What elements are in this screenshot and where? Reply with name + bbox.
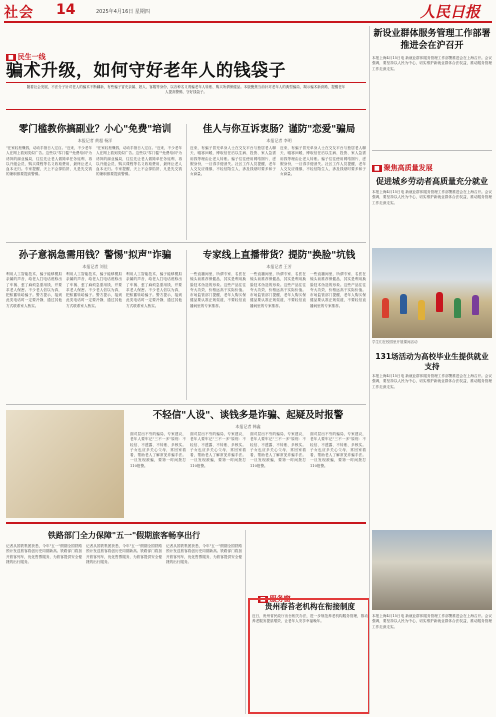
news-photo [372, 248, 492, 338]
row-divider [6, 242, 366, 243]
article-title: 铁路部门全力保障"五一"假期旅客畅享出行 [47, 531, 201, 540]
column-divider [369, 26, 370, 714]
right-sub-body: 本报上海4月15日电 新就业群体服务管理工作部署推进会在上海召开。会议强调，要坚持以人民为中心，切实维护新就业群体合法权益，推动服务管理工作走深走实。 [372, 190, 492, 205]
right-bottom-body: 本报上海4月15日电 新就业群体服务管理工作部署推进会在上海召开。会议强调，要坚持以人民为中心，切实维护新就业群体合法权益，推动服务管理工作走深走实。 [372, 614, 492, 629]
main-headline: 骗术升级，如何守好老年人的钱袋子 [6, 61, 286, 81]
column-label: ■ 民生一线 [8, 53, 46, 61]
article-body-cont: 面对层出不穷的骗局，专家建议，老年人要牢记"三不一多"原则：不轻信、不透露、不转账、多核实。子女也应多关心父母，常回家看看，帮助老人了解常见诈骗手法。一旦发现被骗，要第一时间拨打110报警。 [190, 432, 246, 468]
column-divider [186, 250, 187, 400]
service-tag: ■ 服务窗 [260, 595, 291, 603]
article-title: 不轻信"人设"、谈钱多是诈骗、起疑及时报警 [152, 410, 344, 421]
column-divider [186, 124, 187, 240]
page-number: 14 [56, 2, 76, 18]
article-body: 近来，有骗子冒充单身人士在交友平台与独居老人聊天，嘘寒问暖，博取信任后以生病、投资、家人急需用钱等理由让老人转账。骗子往往使用网络图片、虚假身份，一旦得手便消失。社区工作人员提醒，老年人交友应谨慎，不轻信陌生人，涉及钱财时要多和子女商量。 [190, 146, 276, 177]
article-body: 利用人工智能技术，骗子能够模拟亲属的声音，给老人打电话谎称出了车祸、惹了麻烦急需用钱，并要求老人保密。不少老人信以为真，把积蓄转给骗子。警方提示，接到此类电话时一定要冷静，通过其他方式联系家人核实。 [6, 272, 62, 308]
right-column [372, 28, 492, 188]
article-byline: 本报记者 王芳 [266, 264, 292, 269]
flag-icon: ■ [260, 596, 266, 603]
photo-caption: 学生们在校园里开展课间活动 [372, 340, 418, 344]
flag-icon: ■ [8, 54, 14, 61]
highlighted-article-title: 贵州春苔老机构在衔接制度 [265, 602, 355, 611]
section-name: 社会 [4, 5, 34, 21]
article-body: 一些直播间里，所谓专家、名医在镜头前推荐保健品，其实是利用换脸技术伪造的形象。这些产品往往夸大功效，价格远高于实际价值。市场监管部门提醒，老年人购买保健品要认准正规渠道，不要轻信直播间里的专家推荐。 [190, 272, 246, 308]
article-body: 记者从国铁集团获悉，今年"五一"假期全国铁路预计发送旅客将创历史同期新高。铁路部门将加开旅客列车，优化售票服务，为旅客提供安全便捷的出行服务。 [6, 544, 82, 564]
right-column-label: ■ 聚焦高质量发展 [374, 164, 433, 172]
article-byline: 本报记者 黄超 杨洋 [77, 138, 113, 143]
right-sub-title: 促进城乡劳动者高质量充分就业 [376, 177, 488, 186]
issue-date: 2025年4月16日 星期四 [96, 9, 150, 15]
article-body-cont: 一些直播间里，所谓专家、名医在镜头前推荐保健品，其实是利用换脸技术伪造的形象。这些产品往往夸大功效，价格远高于实际价值。市场监管部门提醒，老年人购买保健品要认准正规渠道，不要轻信直播间里的专家推荐。 [250, 272, 306, 308]
article-byline: 本报记者 刘佳 [82, 264, 108, 269]
article-body: "在家轻松赚钱，动动手指日入过百。"近来，不少老年人在网上看到类似广告。这些以"零门槛""免费培训"为诱饵的副业骗局，往往先让老人做简单任务返利，再以升级会员、购买课程等名义收取费用，最终让老人血本无归。专家提醒，天上不会掉馅饼，凡是先交钱的兼职都要提高警惕。 [6, 146, 92, 177]
article-byline: 本报记者 李明 [266, 138, 292, 143]
bottom-photo [372, 530, 492, 610]
article-body-cont: 面对层出不穷的骗局，专家建议，老年人要牢记"三不一多"原则：不轻信、不透露、不转账、多核实。子女也应多关心父母，常回家看看，帮助老人了解常见诈骗手法。一旦发现被骗，要第一时间拨打110报警。 [310, 432, 366, 468]
right-article-body: 本报上海4月15日电 新就业群体服务管理工作部署推进会在上海召开。会议强调，要坚持以人民为中心，切实维护新就业群体合法权益，推动服务管理工作走深走实。 [372, 374, 492, 389]
article-title: 佳人与你互诉衷肠？谨防"恋爱"骗局 [202, 124, 356, 135]
article-body-cont: 记者从国铁集团获悉，今年"五一"假期全国铁路预计发送旅客将创历史同期新高。铁路部门将加开旅客列车，优化售票服务，为旅客提供安全便捷的出行服务。 [166, 544, 242, 564]
right-article-title: 131场活动为高校毕业生提供就业支持 [375, 352, 489, 371]
article-title: 专家线上直播带货？提防"换脸"坑钱 [202, 250, 356, 261]
header-rule [4, 21, 492, 23]
right-box-body: 本报上海4月15日电 新就业群体服务管理工作部署推进会在上海召开。会议强调，要坚持以人民为中心，切实维护新就业群体合法权益，推动服务管理工作走深走实。 [372, 56, 492, 71]
article-body: 面对层出不穷的骗局，专家建议，老年人要牢记"三不一多"原则：不轻信、不透露、不转账、多核实。子女也应多关心父母，常回家看看，帮助老人了解常见诈骗手法。一旦发现被骗，要第一时间拨打110报警。 [130, 432, 186, 468]
paper-logo: 人民日报 [420, 3, 481, 21]
article-title: 零门槛教你搞副业？小心"免费"培训 [18, 124, 172, 135]
flag-icon: ■ [374, 165, 380, 172]
article-body-cont: 一些直播间里，所谓专家、名医在镜头前推荐保健品，其实是利用换脸技术伪造的形象。这些产品往往夸大功效，价格远高于实际价值。市场监管部门提醒，老年人购买保健品要认准正规渠道，不要轻信直播间里的专家推荐。 [310, 272, 366, 308]
article-body-cont: 记者从国铁集团获悉，今年"五一"假期全国铁路预计发送旅客将创历史同期新高。铁路部门将加开旅客列车，优化售票服务，为旅客提供安全便捷的出行服务。 [86, 544, 162, 564]
article-byline: 本报记者 韩鑫 [235, 424, 261, 429]
article-body-cont: "在家轻松赚钱，动动手指日入过百。"近来，不少老年人在网上看到类似广告。这些以"零门槛""免费培训"为诱饵的副业骗局，往往先让老人做简单任务返利，再以升级会员、购买课程等名义收取费用，最终让老人血本无归。专家提醒，天上不会掉馅饼，凡是先交钱的兼职都要提高警惕。 [96, 146, 182, 177]
lead-paragraph: 随着社会发展，不法分子针对老人的骗术不断翻新，有些骗子冒充亲属、熟人、客服等身份，以各种名义诱骗老年人转账、购买所谓保健品。本版聚焦当前针对老年人的典型骗局，揭示骗术新套路，提醒老年人提高警惕，守好钱袋子。 [6, 82, 366, 110]
article-body-cont: 利用人工智能技术，骗子能够模拟亲属的声音，给老人打电话谎称出了车祸、惹了麻烦急需用钱，并要求老人保密。不少老人信以为真，把积蓄转给骗子。警方提示，接到此类电话时一定要冷静，通过其他方式联系家人核实。 [66, 272, 122, 308]
illustration [6, 410, 124, 518]
section-rule [6, 522, 366, 524]
article-body-cont: 利用人工智能技术，骗子能够模拟亲属的声音，给老人打电话谎称出了车祸、惹了麻烦急需用钱，并要求老人保密。不少老人信以为真，把积蓄转给骗子。警方提示，接到此类电话时一定要冷静，通过其他方式联系家人核实。 [126, 272, 182, 308]
highlighted-article-body: 近日，贵州省民政厅出台相关办法，进一步规范养老机构服务管理，推动养老服务提质增效，让老年人安享幸福晚年。 [252, 614, 368, 624]
article-title: 孙子意祸急需用钱？警惕"拟声"诈骗 [18, 250, 172, 261]
row-divider [6, 404, 366, 405]
article-body-cont: 面对层出不穷的骗局，专家建议，老年人要牢记"三不一多"原则：不轻信、不透露、不转账、多核实。子女也应多关心父母，常回家看看，帮助老人了解常见诈骗手法。一旦发现被骗，要第一时间拨打110报警。 [250, 432, 306, 468]
article-body-cont: 近来，有骗子冒充单身人士在交友平台与独居老人聊天，嘘寒问暖，博取信任后以生病、投资、家人急需用钱等理由让老人转账。骗子往往使用网络图片、虚假身份，一旦得手便消失。社区工作人员提醒，老年人交友应谨慎，不轻信陌生人，涉及钱财时要多和子女商量。 [280, 146, 366, 177]
right-box-title: 新设业群体服务管理工作部署推进会在沪召开 [373, 29, 491, 51]
column-divider [245, 530, 246, 714]
